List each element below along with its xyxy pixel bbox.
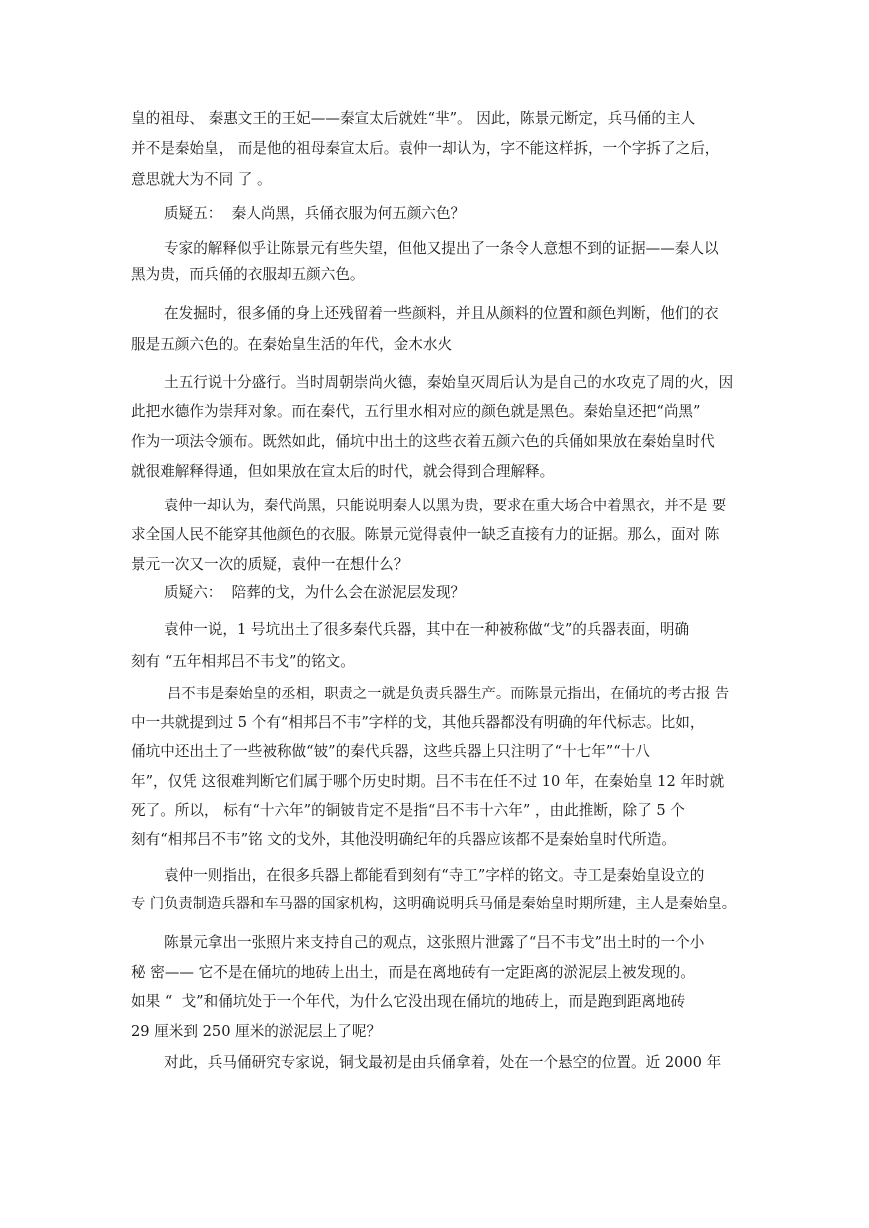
text-line-23: 死了。所以， 标有“十六年”的铜铍肯定不是指“吕不韦十六年” ，由此推断，除了 5 个 [131, 802, 685, 819]
section-heading-6: 质疑六： 陪葬的戈，为什么会在淤泥层发现？ [164, 584, 466, 601]
text-line-11: 作为一项法令颁布。既然如此，俑坑中出土的这些衣着五颜六色的兵俑如果放在秦始皇时代 [131, 433, 715, 450]
text-line-18: 刻有 “五年相邦吕不韦戈”的铭文。 [131, 653, 355, 670]
text-line-5: 专家的解释似乎让陈景元有些失望，但他又提出了一条令人意想不到的证据——秦人以 [164, 240, 719, 257]
text-line-12: 就很难解释得通，但如果放在宣太后的时代，就会得到合理解释。 [131, 463, 555, 480]
text-line-10: 此把水德作为崇拜对象。而在秦代，五行里水相对应的颜色就是黑色。秦始皇还把“尚黑” [131, 403, 701, 420]
text-line-25: 袁仲一则指出，在很多兵器上都能看到刻有“寺工”字样的铭文。寺工是秦始皇设立的 [164, 867, 705, 884]
text-line-21: 俑坑中还出土了一些被称做“铍”的秦代兵器，这些兵器上只注明了“十七年”“十八 [131, 743, 650, 760]
text-line-22: 年”，仅凭 这很难判断它们属于哪个历史时期。吕不韦在任不过 10 年，在秦始皇 12 年时就 [131, 773, 725, 790]
text-line-3: 意思就大为不同 了 。 [131, 171, 272, 188]
text-line-7: 在发掘时，很多俑的身上还残留着一些颜料，并且从颜料的位置和颜色判断，他们的衣 [164, 305, 719, 322]
text-line-26: 专 门负责制造兵器和车马器的国家机构，这明确说明兵马俑是秦始皇时期所建，主人是秦始皇。 [131, 896, 737, 912]
text-line-24: 刻有“相邦吕不韦”铭 文的戈外，其他没明确纪年的兵器应该都不是秦始皇时代所造。 [131, 831, 676, 848]
text-line-31: 对此，兵马俑研究专家说，铜戈最初是由兵俑拿着，处在一个悬空的位置。近 2000 年 [164, 1054, 722, 1071]
text-line-28: 秘 密—— 它不是在俑坑的地砖上出土，而是在离地砖有一定距离的淤泥层上被发现的。 [131, 964, 695, 981]
text-line-30: 29 厘米到 250 厘米的淤泥层上了呢？ [131, 1023, 382, 1040]
section-heading-5: 质疑五： 秦人尚黑，兵俑衣服为何五颜六色？ [164, 205, 466, 222]
text-line-19: 吕不韦是秦始皇的丞相，职责之一就是负责兵器生产。而陈景元指出，在俑坑的考古报 告 [167, 686, 730, 702]
text-line-13: 袁仲一却认为，秦代尚黑，只能说明秦人以黑为贵，要求在重大场合中着黑衣，并不是 要 [164, 498, 727, 514]
text-line-6: 黑为贵，而兵俑的衣服却五颜六色。 [131, 266, 365, 283]
text-line-27: 陈景元拿出一张照片来支持自己的观点，这张照片泄露了“吕不韦戈”出土时的一个小 [164, 934, 705, 951]
text-line-14: 求全国人民不能穿其他颜色的衣服。陈景元觉得袁仲一缺乏直接有力的证据。那么，面对 陈 [131, 526, 720, 543]
text-line-20: 中一共就提到过 5 个有“相邦吕不韦”字样的戈，其他兵器都没有明确的年代标志。比如， [131, 714, 705, 731]
text-line-29: 如果 “ 戈”和俑坑处于一个年代，为什么它没出现在俑坑的地砖上，而是跑到距离地砖 [131, 993, 686, 1010]
text-line-1: 皇的祖母、 秦惠文王的王妃——秦宣太后就姓“芈”。 因此，陈景元断定，兵马俑的主人 [131, 110, 696, 127]
text-line-15: 景元一次又一次的质疑，袁仲一在想什么？ [131, 556, 409, 573]
text-line-8: 服是五颜六色的。在秦始皇生活的年代，金木水火 [131, 336, 453, 353]
text-line-2: 并不是秦始皇， 而是他的祖母秦宣太后。袁仲一却认为，字不能这样拆，一个字拆了之后， [131, 140, 720, 157]
text-line-17: 袁仲一说，1 号坑出土了很多秦代兵器，其中在一种被称做“戈”的兵器表面，明确 [164, 621, 690, 638]
text-line-9: 土五行说十分盛行。当时周朝崇尚火德，秦始皇灭周后认为是自己的水攻克了周的火，因 [164, 374, 734, 391]
